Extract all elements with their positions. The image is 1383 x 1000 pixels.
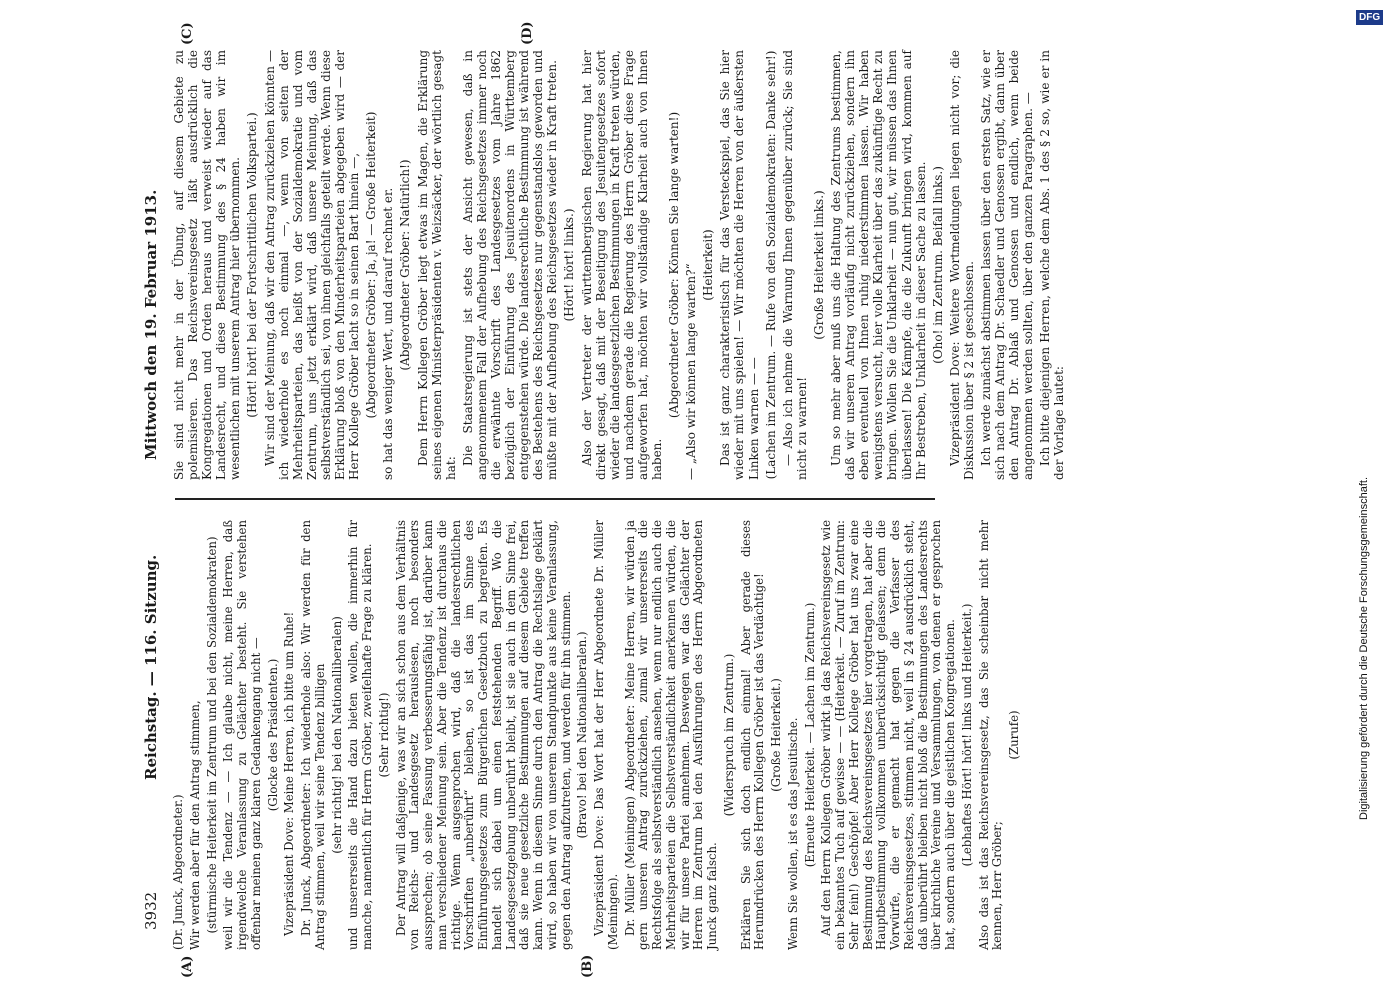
paragraph: (Abgeordneter Gröber: Natürlich!) bbox=[398, 159, 413, 371]
paragraph: (Hört! hört! links.) bbox=[562, 208, 577, 322]
paragraph: (Abgeordneter Gröber: Können Sie lange warten!) bbox=[667, 111, 682, 419]
paragraph: Vizepräsident Dove: Meine Herren, ich bitte um Ruhe! bbox=[282, 611, 297, 936]
paragraph: (Glocke des Präsidenten.) bbox=[265, 658, 280, 812]
paragraph: (Zurufe) bbox=[1007, 710, 1021, 760]
paragraph: Um so mehr aber muß uns die Haltung des Zentrums bestimmen, daß wir unseren Antrag vorläufig nicht zurückziehen, sondern ihn eben eventuell von Ihnen ruhig niederstimmen lassen. Wir haben wenigstens versucht, hier volle Klarheit über das zukünftige Recht zu bringen. Wollen Sie die Unklarheit — nun gut, wir müssen das Ihnen überlassen! Die Kämpfe, die die Zukunft bringen wird, kommen auf Ihr Bestreben, Unklarheit in dieser Sache zu lassen. bbox=[829, 50, 928, 480]
margin-mark-a: (A) bbox=[180, 955, 195, 978]
paragraph: und unsererseits die Hand dazu bieten wollen, die immerhin für manche, namentlich für Herrn Gröber, zweifelhafte Frage zu klären. bbox=[346, 520, 374, 950]
paragraph: (Bravo! bei den Nationalliberalen.) bbox=[575, 631, 590, 839]
paragraph: Dr. Müller (Meiningen) Abgeordneter: Meine Herren, wir würden ja gern unseren Antrag zurückziehen, zumal wir unsererseits die Rechtsfolge als selbstverständlich ansehen, wenn nur endlich auch die Mehrheitsparteien die Selbstverständlichkeit anerkennen würden, die wir für unsere Partei annehmen. Deswegen war das Gelächter der Herren im Zentrum bei den Ausführungen des Herrn Abgeordneten Junck ganz falsch. bbox=[622, 520, 719, 950]
paragraph: Dem Herrn Kollegen Gröber liegt etwas im Magen, die Erklärung seines eigenen Ministerpräsidenten v. Weizsäcker, der wörtlich gesagt hat: bbox=[415, 50, 458, 480]
paragraph: (Erneute Heiterkeit. — Lachen im Zentrum.) bbox=[802, 602, 817, 868]
rotated-page bbox=[80, 0, 1383, 1000]
left-column bbox=[172, 520, 1025, 950]
paragraph: Wir sind der Meinung, daß wir den Antrag zurückziehen könnten — ich wiederhole es noch einmal —, wenn von seiten der Mehrheitsparteien, das heißt von der Sozialdemokratie und vom Zentrum, uns jetzt erklärt wird, daß unsere Meinung, daß das selbstverständlich sei, von ihnen gleichfalls geteilt werde. Wenn diese Erklärung bloß von den Minderheitsparteien abgegeben wird — der Herr Kollege Gröber lacht so in seinen Bart hinein —, bbox=[262, 50, 362, 480]
paragraph: Wenn Sie wollen, ist es das Jesuitische. bbox=[785, 717, 800, 950]
paragraph: Ich werde zunächst abstimmen lassen über den ersten Satz, wie er sich nach dem Antrag Dr. Schaedler und Genossen ergibt, dann über den Antrag Dr. Ablaß und Genossen und endlich, wenn beide angenommen werden sollten, über den ganzen Paragraphen. — bbox=[978, 50, 1036, 480]
paragraph: (sehr richtig! bei den Nationalliberalen) bbox=[329, 616, 344, 854]
paragraph: (Oho! im Zentrum. Beifall links.) bbox=[930, 166, 945, 364]
digitization-note: Digitalisierung gefördert durch die Deutsche Forschungsgemeinschaft. bbox=[1358, 476, 1370, 820]
paragraph: Sie sind nicht mehr in der Übung, auf diesem Gebiete zu polemisieren. Das Reichsvereinsgesetz läßt ausdrücklich die Kongregationen und Orden heraus und verweist wieder auf das Landesrecht, und diese Bestimmung des § 24 haben wir im wesentlichen mit unserem Antrag hier übernommen. bbox=[172, 50, 243, 480]
margin-mark-d: (D) bbox=[520, 21, 535, 45]
margin-mark-c: (C) bbox=[180, 22, 195, 45]
right-column bbox=[172, 50, 1070, 480]
dfg-logo: DFG bbox=[1356, 10, 1383, 25]
paragraph: (Dr. Junck, Abgeordneter.) bbox=[171, 794, 185, 950]
paragraph: Dr. Junck, Abgeordneter: Ich wiederhole also: Wir werden für den Antrag stimmen, weil wir seine Tendenz billigen bbox=[299, 520, 327, 950]
paragraph: Auf den Herrn Kollegen Gröber wirkt ja das Reichsvereinsgesetz wie ein bekanntes Tuch auf gewisse — — (Heiterkeit. — Zuruf im Zentrum: Sehr fein!) Geschöpfe! Aber Herr Kollege Gröber hat uns zwar eine Bestimmung des Reichsvereinsgesetzes hier vorgetragen, hat aber die Hauptbestimmung vollkommen unberücksichtigt gelassen; denn die Vorwürfe, die er gemacht hat gegen die Verfasser des Reichsvereinsgesetzes, stimmen nicht, weil in § 24 ausdrücklich steht, daß unberührt bleiben nicht bloß die Bestimmungen des Landesrechts über kirchliche Vereine und Versammlungen, von denen er gesprochen hat, sondern auch über die geistlichen Kongregationen. bbox=[819, 520, 957, 950]
paragraph: Also das ist das Reichsvereinsgesetz, das Sie scheinbar nicht mehr kennen, Herr Gröber; bbox=[976, 520, 1005, 950]
column-divider bbox=[175, 498, 935, 500]
paragraph: Also der Vertreter der württembergischen Regierung hat hier direkt gesagt, daß mit der Beseitigung des Jesuitengesetzes sofort wieder die landesgesetzlichen Bestimmungen in Kraft treten würden, und nachdem gerade die Regierung des Herrn Gröber diese Frage aufgeworfen hat, möchten wir vollständige Klarheit auch von Ihnen haben. bbox=[579, 50, 664, 480]
paragraph: (Hört! hört! bei der Fortschrittlichen Volkspartei.) bbox=[245, 112, 260, 418]
paragraph: Erklären Sie sich doch endlich einmal! Aber gerade dieses Herumdrücken des Herrn Kollegen Gröber ist das Verdächtige! bbox=[738, 520, 767, 950]
paragraph: Der Antrag will daßjenige, was wir an sich schon aus dem Verhältnis von Reichs- und Landesgesetz herauslesen, noch besonders aussprechen; ob seine Fassung verbesserungsfähig ist, darüber kann man verschiedener Meinung sein. Aber die Tendenz ist durchaus die richtige. Wenn ausgesprochen wird, daß die landesrechtlichen Vorschriften „unberührt“ bleiben, so ist das im Sinne des Einführungsgesetzes zum Bürgerlichen Gesetzbuch zu begreifen. Es handelt sich dabei um einen feststehenden Begriff. Wo die Landesgesetzgebung unberührt bleibt, ist sie auch in dem Sinne frei, daß sie neue gesetzliche Bestimmungen auf diesem Gebiete treffen kann. Wenn in diesem Sinne durch den Antrag die Rechtslage geklärt wird, so haben wir von unserem Standpunkte aus keine Veranlassung, gegen den Antrag aufzutreten, und werden für ihn stimmen. bbox=[393, 520, 573, 950]
paragraph: (Große Heiterkeit.) bbox=[769, 678, 783, 792]
header-right-title: Mittwoch den 19. Februar 1913. bbox=[142, 189, 160, 460]
paragraph: (Große Heiterkeit links.) bbox=[811, 190, 826, 340]
paragraph: (Sehr richtig!) bbox=[376, 692, 391, 778]
paragraph: so hat das weniger Wert, und darauf rechnet er. bbox=[381, 187, 396, 480]
page-header bbox=[142, 50, 166, 930]
paragraph: (Lachen im Zentrum. — Rufe von den Sozialdemokraten: Danke sehr!) bbox=[763, 50, 778, 480]
paragraph: (Abgeordneter Gröber: Ja, ja! — Große Heiterkeit) bbox=[364, 111, 379, 419]
paragraph: Wir werden aber für den Antrag stimmen, bbox=[187, 700, 202, 950]
paragraph: (Widerspruch im Zentrum.) bbox=[721, 653, 736, 817]
paragraph: weil wir die Tendenz — — Ich glaube nicht, meine Herren, daß irgendwelche Veranlassung zu Gelächter besteht. Sie verstehen offenbar meinen ganz klaren Gedankengang nicht — bbox=[221, 520, 263, 950]
page-number: 3932 bbox=[142, 891, 160, 930]
paragraph: Das ist ganz charakteristisch für das Versteckspiel, das Sie hier wieder mit uns spielen! — Wir möchten die Herren von der äußersten Linken warnen — — bbox=[718, 50, 761, 480]
paragraph: — Also ich nehme die Warnung Ihnen gegenüber zurück; Sie sind nicht zu warnen! bbox=[780, 50, 809, 480]
header-left-title: Reichstag. — 116. Sitzung. bbox=[142, 554, 160, 780]
paragraph: (Lebhaftes Hört! hört! links und Heiterkeit.) bbox=[959, 603, 974, 867]
paragraph: Vizepräsident Dove: Weitere Wortmeldungen liegen nicht vor; die Diskussion über § 2 ist geschlossen. bbox=[947, 50, 976, 480]
paragraph: — „Also wir können lange warten?“ bbox=[684, 263, 699, 480]
paragraph: Vizepräsident Dove: Das Wort hat der Herr Abgeordnete Dr. Müller (Meiningen). bbox=[592, 520, 620, 950]
paragraph: Die Staatsregierung ist stets der Ansicht gewesen, daß in angenommenem Fall der Aufhebung des Reichsgesetzes immer noch die erwähnte Vorschrift des Landesgesetzes vom Jahre 1862 bezüglich der Einführung des Jesuitenordens in Württemberg entgegenstehen würde. Die landesrechtliche Bestimmung ist während des Bestehens des Reichsgesetzes nur gegenstandslos geworden und müßte mit der Aufhebung des Reichsgesetzes wieder in Kraft treten. bbox=[460, 50, 560, 480]
paragraph: (Heiterkeit) bbox=[701, 229, 716, 301]
margin-mark-b: (B) bbox=[580, 954, 595, 978]
paragraph: Ich bitte diejenigen Herren, welche dem Abs. 1 des § 2 so, wie er in der Vorlage lautet: bbox=[1038, 50, 1067, 480]
paragraph: (stürmische Heiterkeit im Zentrum und bei den Sozialdemokraten) bbox=[204, 536, 219, 934]
